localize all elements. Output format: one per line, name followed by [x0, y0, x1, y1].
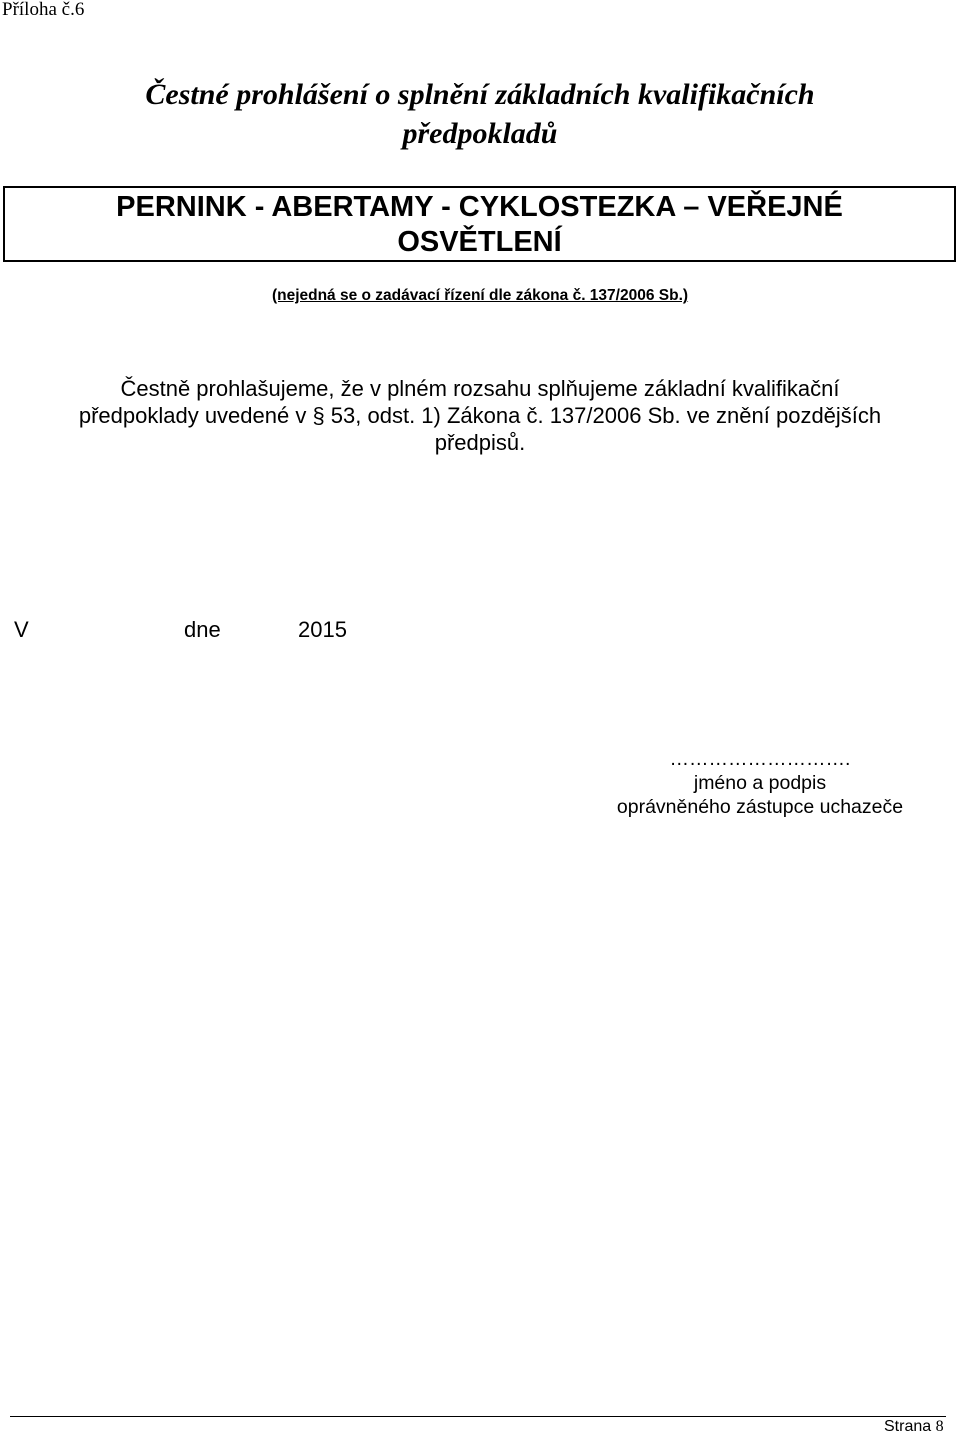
declaration-line-1: Čestně prohlašujeme, že v plném rozsahu splňujeme základní kvalifikační [120, 376, 840, 401]
date-label: dne [184, 617, 221, 642]
declaration-line-2: předpoklady uvedené v § 53, odst. 1) Zákona č. 137/2006 Sb. ve znění pozdějších [78, 403, 882, 428]
project-name-box [3, 186, 956, 262]
place-label: V [14, 617, 29, 642]
declaration-line-3: předpisů. [434, 430, 526, 455]
page-number: 8 [935, 1418, 944, 1435]
project-name [5, 190, 954, 260]
year-value: 2015 [298, 617, 347, 642]
declaration-text [20, 375, 940, 456]
signature-line-1: jméno a podpis [693, 772, 827, 794]
project-line-2: OSVĚTLENÍ [397, 226, 562, 258]
attachment-label: Příloha č.6 [2, 0, 85, 20]
page-footer [884, 1418, 944, 1436]
signature-dotted-line: ………………………. [669, 748, 851, 770]
procurement-note [0, 287, 960, 305]
document-title [0, 75, 960, 153]
footer-divider [10, 1416, 946, 1417]
title-line-2: předpokladů [402, 117, 558, 150]
procurement-note-text: (nejedná se o zadávací řízení dle zákona č. 137/2006 Sb.) [271, 287, 689, 304]
signature-line-2: oprávněného zástupce uchazeče [616, 796, 904, 818]
project-line-1: PERNINK - ABERTAMY - CYKLOSTEZKA – VEŘEJNÉ [116, 191, 843, 223]
signature-block [560, 747, 960, 819]
footer-label: Strana [884, 1418, 932, 1435]
title-line-1: Čestné prohlášení o splnění základních kvalifikačních [145, 78, 815, 111]
